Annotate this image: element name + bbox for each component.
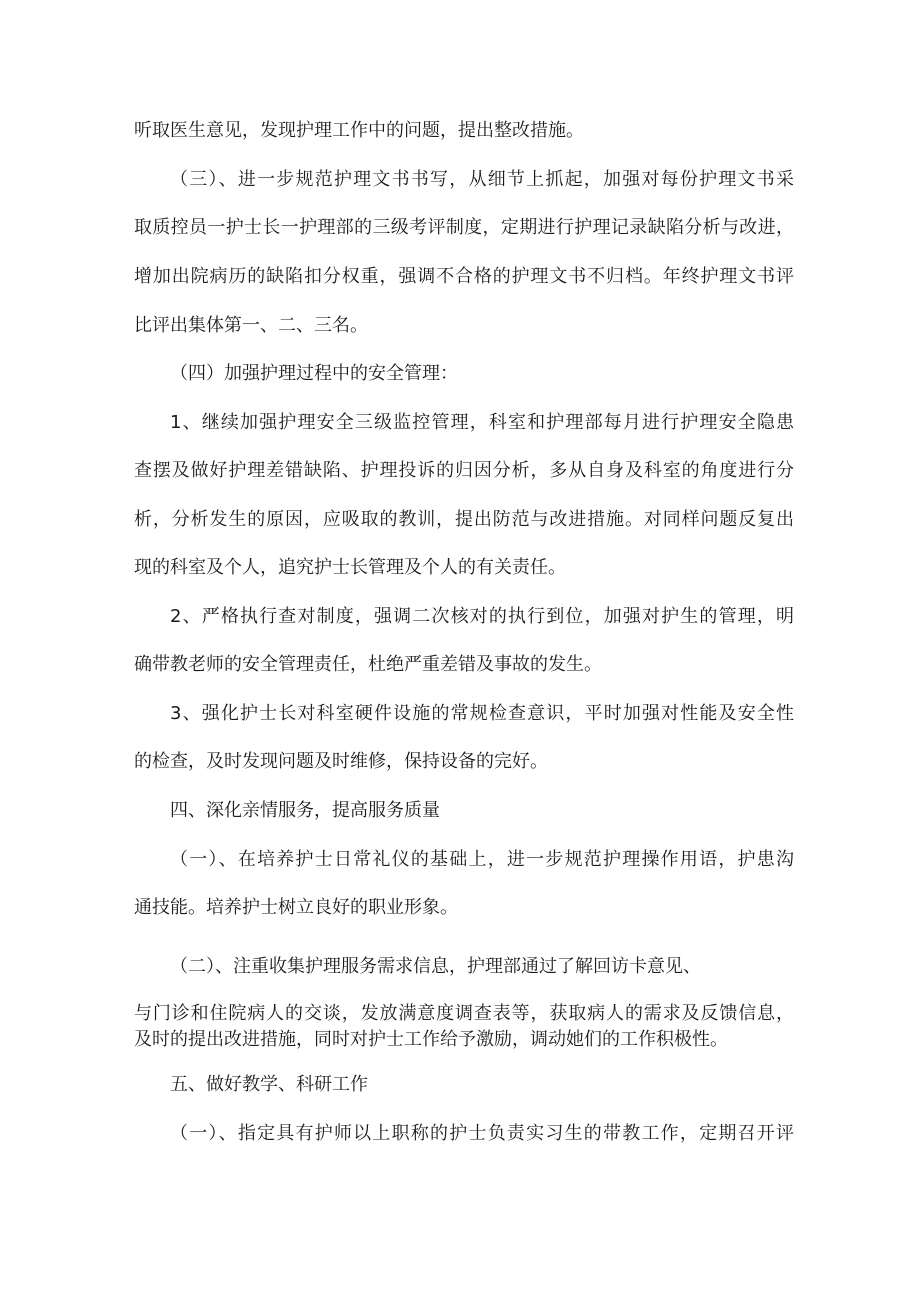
paragraph-line: 与门诊和住院病人的交谈，发放满意度调查表等，获取病人的需求及反馈信息， bbox=[134, 1003, 794, 1024]
paragraph-line: 析，分析发生的原因，应吸取的教训，提出防范与改进措施。对同样问题反复出 bbox=[134, 509, 794, 530]
paragraph-line: 2、严格执行查对制度，强调二次核对的执行到位，加强对护生的管理，明 bbox=[170, 606, 794, 627]
section-heading: 四、深化亲情服务，提高服务质量 bbox=[170, 800, 440, 821]
paragraph-line: （一）、指定具有护师以上职称的护士负责实习生的带教工作，定期召开评 bbox=[170, 1123, 794, 1144]
paragraph-line: 增加出院病历的缺陷扣分权重，强调不合格的护理文书不归档。年终护理文书评 bbox=[134, 266, 794, 287]
section-heading: （四）加强护理过程中的安全管理： bbox=[170, 363, 458, 384]
paragraph-line: 及时的提出改进措施，同时对护士工作给予激励，调动她们的工作积极性。 bbox=[134, 1029, 728, 1050]
paragraph-line: 1、继续加强护理安全三级监控管理，科室和护理部每月进行护理安全隐患 bbox=[170, 412, 794, 433]
paragraph-line: 3、强化护士长对科室硬件设施的常规检查意识，平时加强对性能及安全性 bbox=[170, 703, 794, 724]
paragraph-line: 通技能。培养护士树立良好的职业形象。 bbox=[134, 897, 458, 918]
paragraph-line: 确带教老师的安全管理责任，杜绝严重差错及事故的发生。 bbox=[134, 654, 602, 675]
paragraph-line: 取质控员一护士长一护理部的三级考评制度，定期进行护理记录缺陷分析与改进， bbox=[134, 217, 794, 238]
paragraph-line: 比评出集体第一、二、三名。 bbox=[134, 315, 368, 336]
paragraph-line: 查摆及做好护理差错缺陷、护理投诉的归因分析，多从自身及科室的角度进行分 bbox=[134, 460, 794, 481]
paragraph-line: （一）、在培养护士日常礼仪的基础上，进一步规范护理操作用语，护患沟 bbox=[170, 849, 794, 870]
section-heading: 五、做好教学、科研工作 bbox=[170, 1074, 368, 1095]
paragraph-line: 的检查，及时发现问题及时维修，保持设备的完好。 bbox=[134, 751, 548, 772]
paragraph-line: （二）、注重收集护理服务需求信息，护理部通过了解回访卡意见、 bbox=[170, 956, 701, 977]
paragraph-line: 现的科室及个人，追究护士长管理及个人的有关责任。 bbox=[134, 557, 566, 578]
paragraph-line: 听取医生意见，发现护理工作中的问题，提出整改措施。 bbox=[134, 120, 584, 141]
paragraph-line: （三）、进一步规范护理文书书写，从细节上抓起，加强对每份护理文书采 bbox=[170, 169, 794, 190]
